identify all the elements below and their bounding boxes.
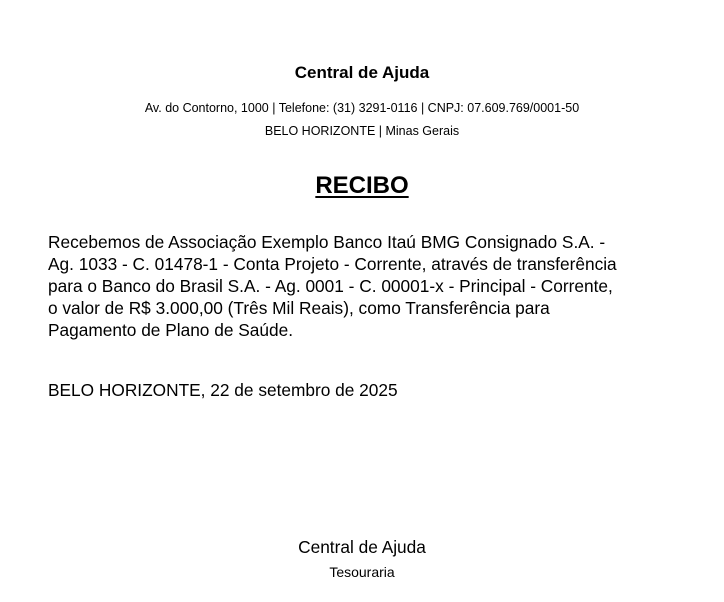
receipt-body-text: Recebemos de Associação Exemplo Banco Itaú BMG Consignado S.A. - Ag. 1033 - C. 01478-1 - Conta Projeto - Corrente, através de transferência para o Banco do Brasil S.A. - Ag. 0001 - C. 00001-x - Principal - Corrente, o valor de R$ 3.000,00 (Três Mil Reais), como Transferência para Pagamento de Plano de Saúde. — [48, 232, 617, 340]
organization-address: Av. do Contorno, 1000 | Telefone: (31) 3291-0116 | CNPJ: 07.609.769/0001-50 — [144, 101, 580, 115]
signature-name: Central de Ajuda — [298, 537, 426, 557]
signature-department: Tesouraria — [329, 564, 395, 580]
organization-name: Central de Ajuda — [294, 63, 430, 82]
place-and-date: BELO HORIZONTE, 22 de setembro de 2025 — [48, 380, 398, 400]
document-title: RECIBO — [315, 172, 409, 199]
organization-city-state: BELO HORIZONTE | Minas Gerais — [264, 124, 460, 138]
